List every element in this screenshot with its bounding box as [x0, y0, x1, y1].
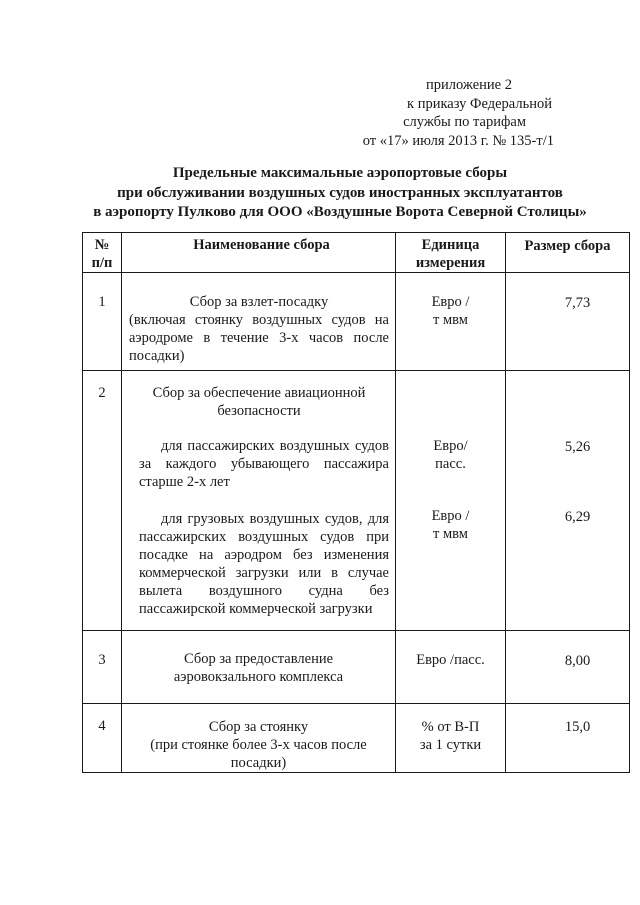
table-header-row [83, 233, 630, 273]
rate-cell: 8,00 [506, 631, 630, 704]
unit-cell: Евро / т мвм [396, 273, 506, 371]
appendix-header [363, 76, 554, 150]
row-number: 1 [83, 273, 122, 371]
rate-cell: 5,26 6,29 [506, 371, 630, 631]
fee-name-cell [122, 273, 396, 371]
table-row [83, 631, 630, 704]
document-title [70, 164, 610, 223]
fee-title: Сбор за стоянку [208, 719, 309, 735]
title-line: Предельные максимальные аэропортовые сборы [172, 165, 508, 181]
fee-title: Сбор за взлет-посадку [189, 294, 329, 310]
title-line: в аэропорту Пулково для ООО «Воздушные Ворота Северной Столицы» [93, 204, 587, 220]
fee-name-cell [122, 704, 396, 773]
header-rate: Размер сбора [506, 233, 630, 273]
title-line: при обслуживании воздушных судов иностранных эксплуатантов [117, 184, 563, 201]
header-number: № п/п [83, 233, 122, 273]
row-number: 2 [83, 371, 122, 631]
header-unit: Единица измерения [396, 233, 506, 273]
fee-note: (включая стоянку воздушных судов на аэродроме в течение 3-х часов после посадки) [129, 312, 389, 364]
unit-cell: Евро/ пасс. Евро / т мвм [396, 371, 506, 631]
rate-cell: 15,0 [506, 704, 630, 773]
appendix-line: приложение 2 [426, 77, 512, 93]
header-fee-name: Наименование сбора [122, 233, 396, 273]
fee-name-cell [122, 371, 396, 631]
table-row [83, 371, 630, 631]
unit-cell: % от В-П за 1 сутки [396, 704, 506, 773]
fees-table [82, 232, 630, 773]
table-row [83, 704, 630, 773]
row-number: 4 [83, 704, 122, 773]
table-row [83, 273, 630, 371]
rate-cell: 7,73 [506, 273, 630, 371]
fee-title: Сбор за обеспечение авиационной безопасности [152, 385, 366, 419]
appendix-line: службы по тарифам [403, 114, 526, 130]
fee-note: (при стоянке более 3-х часов после посадки) [150, 737, 367, 771]
appendix-line: к приказу Федеральной [407, 95, 552, 112]
fee-name-cell: Сбор за предоставление аэровокзального комплекса [122, 631, 396, 704]
row-number: 3 [83, 631, 122, 704]
fee-subitem-passenger: для пассажирских воздушных судов за каждого убывающего пассажира старше 2-х лет [139, 438, 389, 490]
fee-subitem-cargo: для грузовых воздушных судов, для пассажирских воздушных судов при посадке на аэродром без изменения коммерческой загрузки или в случае вылета воздушного судна без пассажирской коммерческой загрузки [139, 511, 389, 617]
unit-cell: Евро /пасс. [396, 631, 506, 704]
appendix-line: от «17» июля 2013 г. № 135-т/1 [362, 132, 554, 149]
